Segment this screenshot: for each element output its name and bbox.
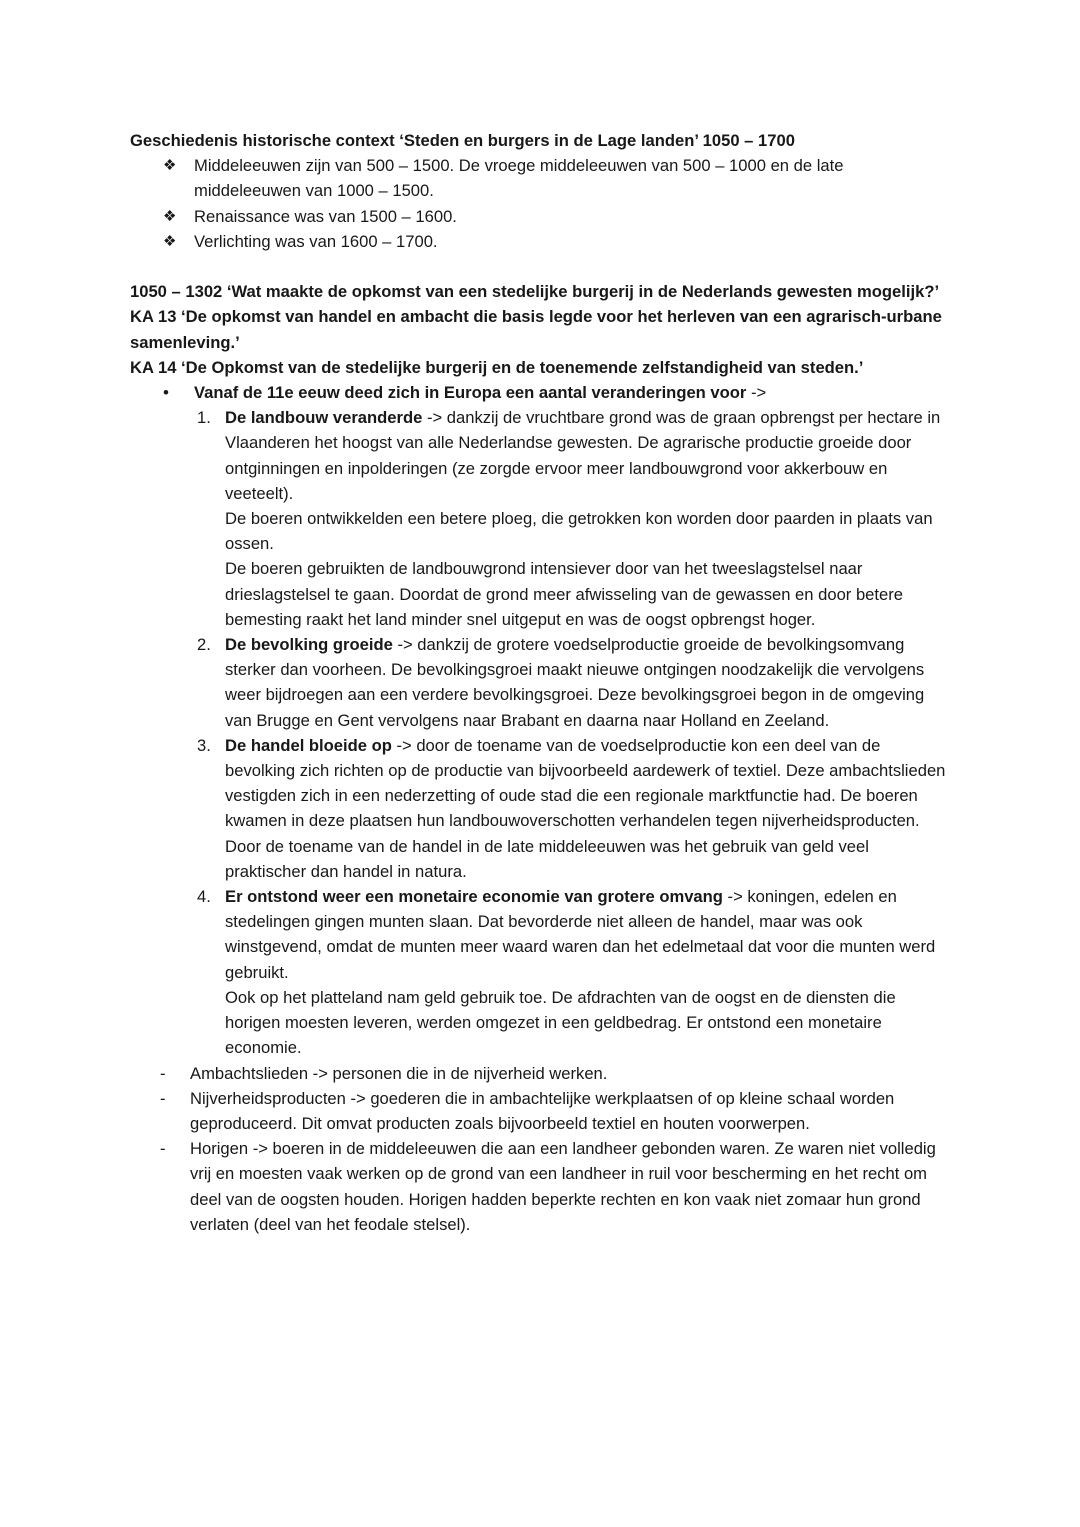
section-heading-question: 1050 – 1302 ‘Wat maakte de opkomst van een stedelijke burgerij in de Nederlands gewesten mogelijk?’ bbox=[130, 282, 940, 302]
list-item bbox=[130, 733, 950, 884]
dash-bullet-icon: - bbox=[160, 1139, 166, 1159]
section-spacer bbox=[130, 254, 950, 279]
item-lead-text: De handel bloeide op bbox=[225, 735, 392, 755]
list-item bbox=[130, 1136, 950, 1237]
diamond-bullet-icon: ❖ bbox=[163, 207, 177, 225]
section-heading-ka14: KA 14 ‘De Opkomst van de stedelijke burgerij en de toenemende zelfstandigheid van steden.’ bbox=[130, 357, 864, 377]
definition-text: Nijverheidsproducten -> goederen die in ambachtelijke werkplaatsen of op kleine schaal worden geproduceerd. Dit omvat producten zoals bijvoorbeeld textiel en houten voorwerpen. bbox=[190, 1088, 895, 1133]
dash-bullet-icon: - bbox=[160, 1088, 166, 1108]
list-item-text: Verlichting was van 1600 – 1700. bbox=[194, 231, 438, 251]
item-extra-paragraph: De boeren gebruikten de landbouwgrond intensiever door van het tweeslagstelsel naar drieslagstelsel te gaan. Doordat de grond meer afwisseling van de gewassen en door betere bemesting raakt het land minder snel uitgeput en was de oogst opbrengst hoger. bbox=[225, 559, 903, 629]
diamond-bullet-icon: ❖ bbox=[163, 232, 177, 250]
definition-text: Ambachtslieden -> personen die in de nijverheid werken. bbox=[190, 1063, 608, 1083]
list-number: 4. bbox=[197, 887, 211, 907]
list-item-text: Middeleeuwen zijn van 500 – 1500. De vroege middeleeuwen van 500 – 1000 en de late middeleeuwen van 1000 – 1500. bbox=[194, 156, 844, 201]
page-title: Geschiedenis historische context ‘Steden en burgers in de Lage landen’ 1050 – 1700 bbox=[130, 131, 795, 150]
list-item bbox=[130, 380, 950, 405]
section-heading-ka13: KA 13 ‘De opkomst van handel en ambacht die basis legde voor het herleven van een agrarisch-urbane samenleving.’ bbox=[130, 307, 942, 352]
list-item bbox=[130, 229, 950, 254]
dash-bullet-icon: - bbox=[160, 1063, 166, 1083]
item-extra-paragraph: Ook op het platteland nam geld gebruik toe. De afdrachten van de oogst en de diensten die horigen moesten leveren, werden omgezet in een geldbedrag. Er ontstond een monetaire economie. bbox=[225, 987, 896, 1058]
item-lead-text: Er ontstond weer een monetaire economie van grotere omvang bbox=[225, 887, 723, 907]
list-number: 1. bbox=[197, 408, 211, 428]
main-bullet-bold-text: Vanaf de 11e eeuw deed zich in Europa een aantal veranderingen voor bbox=[194, 383, 747, 403]
list-item bbox=[130, 204, 950, 229]
item-extra-paragraph: De boeren ontwikkelden een betere ploeg, die getrokken kon worden door paarden in plaats van ossen. bbox=[225, 509, 933, 554]
round-bullet-icon: • bbox=[163, 383, 169, 403]
main-bullet-rest-text: -> bbox=[746, 383, 767, 403]
item-body-text: -> dankzij de vruchtbare grond was de graan opbrengst per hectare in Vlaanderen het hoogst van alle Nederlandse gewesten. De agrarische productie groeide door ontginningen en inpolderingen (ze zorgde ervoor meer landbouwgrond voor akkerbouw en veeteelt). bbox=[225, 408, 941, 503]
list-item bbox=[130, 153, 950, 203]
item-body-text: -> koningen, edelen en stedelingen gingen munten slaan. Dat bevorderde niet alleen de handel, maar was ook winstgevend, omdat de munten meer waard waren dan het edelmetaal dat voor die munten werd gebruikt. bbox=[225, 887, 936, 982]
definitions-list bbox=[130, 1061, 950, 1237]
numbered-list bbox=[130, 405, 950, 1060]
list-item bbox=[130, 884, 950, 1060]
list-item-text: Renaissance was van 1500 – 1600. bbox=[194, 206, 457, 226]
list-item bbox=[130, 1086, 950, 1136]
item-lead-text: De landbouw veranderde bbox=[225, 408, 423, 428]
diamond-bullet-icon: ❖ bbox=[163, 157, 177, 175]
intro-bullet-list bbox=[130, 153, 950, 254]
list-item bbox=[130, 1061, 950, 1086]
list-number: 3. bbox=[197, 735, 211, 755]
item-body-text: -> dankzij de grotere voedselproductie groeide de bevolkingsomvang sterker dan voorheen. De bevolkingsgroei maakt nieuwe ontgingen noodzakelijk die vervolgens weer bijdroegen aan een verdere bevolkingsgroei. Deze bevolkingsgroei begon in de omgeving van Brugge en Gent vervolgens naar Brabant en daarna naar Holland en Zeeland. bbox=[225, 635, 925, 730]
item-lead-text: De bevolking groeide bbox=[225, 635, 393, 655]
list-item bbox=[130, 632, 950, 733]
list-item bbox=[130, 405, 950, 632]
item-body-text: -> door de toename van de voedselproductie kon een deel van de bevolking zich richten op de productie van bijvoorbeeld aardewerk of textiel. Deze ambachtslieden vestigden zich in een nederzetting of oude stad die een regionale marktfunctie had. De boeren kwamen in deze plaatsen hun landbouwoverschotten verhandelen tegen nijverheidsproducten. Door de toename van de handel in de late middeleeuwen was het gebruik van geld veel praktischer dan handel in natura. bbox=[225, 735, 946, 881]
list-number: 2. bbox=[197, 635, 211, 655]
main-bullet-list bbox=[130, 380, 950, 405]
definition-text: Horigen -> boeren in de middeleeuwen die aan een landheer gebonden waren. Ze waren niet volledig vrij en moesten vaak werken op de grond van een landheer in ruil voor bescherming en het recht om deel van de oogsten houden. Horigen hadden beperkte rechten en kon vaak niet zomaar hun grond verlaten (deel van het feodale stelsel). bbox=[190, 1139, 936, 1234]
document-body bbox=[130, 128, 950, 1237]
